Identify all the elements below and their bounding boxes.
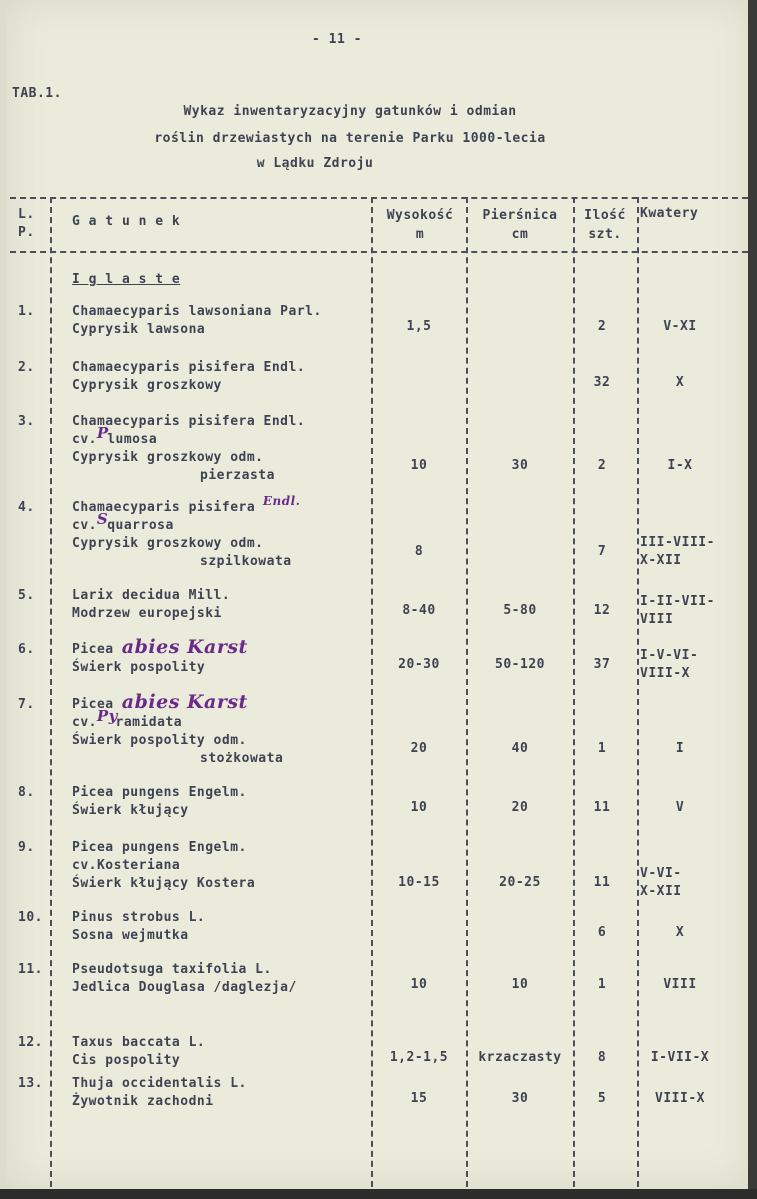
tab-label: TAB.1. xyxy=(12,86,62,101)
species-latin-name: Chamaecyparis pisifera Endl. xyxy=(72,414,306,429)
diameter-value: 30 xyxy=(511,1091,529,1106)
quarters-value-cont: X-XII xyxy=(640,552,682,568)
header-wysokosc: Wysokość m xyxy=(386,208,454,242)
diameter-value: 20 xyxy=(511,800,529,815)
species-latin-name: Chamaecyparis lawsoniana Parl. xyxy=(72,304,322,319)
quarters-value: V-VI- xyxy=(640,865,682,881)
height-value: 20 xyxy=(410,740,428,756)
header-gatunek: G a t u n e k xyxy=(72,214,181,229)
handwritten-correction: S xyxy=(96,510,109,528)
species-polish-name: Cis pospolity xyxy=(72,1053,181,1068)
count-value: 5 xyxy=(597,1091,607,1106)
cultivar-name-rest: ramidata xyxy=(115,715,183,730)
diameter-value: 40 xyxy=(511,740,529,756)
quarters-value: I-V-VI- xyxy=(640,648,699,663)
height-value: 10 xyxy=(410,800,428,815)
cultivar-name-rest: quarrosa xyxy=(107,518,174,533)
diameter-value: 5-80 xyxy=(503,603,537,618)
section-iglaste: I g l a s t e xyxy=(72,272,181,287)
species-polish-name: Świerk kłujący Kostera xyxy=(72,876,256,891)
quarters-value: I-II-VII- xyxy=(640,594,715,609)
variety-polish-name: szpilkowata xyxy=(200,554,292,569)
row-number: 6. xyxy=(18,642,35,657)
height-value: 8-40 xyxy=(402,603,436,618)
row-number: 7. xyxy=(18,697,35,712)
height-value: 1,5 xyxy=(406,319,432,334)
species-polish-name: Cyprysik groszkowy odm. xyxy=(72,536,264,551)
species-latin-name: Picea xyxy=(72,642,114,657)
count-value: 32 xyxy=(593,375,611,390)
header-piersnica: Pierśnica cm xyxy=(482,208,558,242)
species-latin-name: Picea xyxy=(72,697,114,712)
cultivar-name-rest: lumosa xyxy=(107,432,158,447)
header-lp: L. P. xyxy=(18,207,35,240)
height-value: 20-30 xyxy=(398,657,440,672)
count-value: 8 xyxy=(597,1050,607,1065)
quarters-value: X xyxy=(675,925,685,940)
height-value: 10-15 xyxy=(398,874,440,890)
cultivar-name: cv. xyxy=(72,432,97,447)
variety-polish-name: pierzasta xyxy=(200,468,275,483)
quarters-value: X xyxy=(675,375,685,390)
count-value: 11 xyxy=(593,800,611,815)
count-value: 11 xyxy=(593,874,611,890)
species-latin-name: Picea pungens Engelm. xyxy=(72,785,247,800)
column-divider xyxy=(50,197,52,1187)
species-latin-name: Pinus strobus L. xyxy=(72,910,206,925)
handwritten-correction: P xyxy=(96,424,109,442)
row-number: 1. xyxy=(18,304,35,319)
cultivar-name: cv. xyxy=(72,518,97,533)
row-number: 4. xyxy=(18,500,35,515)
handwritten-correction: abies Karst xyxy=(121,691,248,713)
species-latin-name: Pseudotsuga taxifolia L. xyxy=(72,962,272,977)
height-value: 8 xyxy=(414,543,424,559)
species-latin-name: Thuja occidentalis L. xyxy=(72,1076,247,1091)
quarters-value: VIII-X xyxy=(655,1091,705,1106)
height-value: 1,2-1,5 xyxy=(389,1050,449,1065)
column-divider xyxy=(466,197,468,1187)
count-value: 37 xyxy=(593,657,611,672)
quarters-value-cont: VIII-X xyxy=(640,666,690,681)
row-number: 9. xyxy=(18,840,35,855)
quarters-value: I xyxy=(675,740,685,756)
diameter-value: krzaczasty xyxy=(478,1050,562,1065)
species-latin-name: Chamaecyparis pisifera Endl. xyxy=(72,360,306,375)
row-number: 11. xyxy=(18,962,43,977)
row-number: 5. xyxy=(18,588,35,603)
species-latin-name: Chamaecyparis pisifera xyxy=(72,500,256,515)
quarters-value-cont: X-XII xyxy=(640,883,682,899)
species-polish-name: Żywotnik zachodni xyxy=(72,1094,214,1109)
species-polish-name: Sosna wejmutka xyxy=(72,928,189,943)
species-latin-name: Taxus baccata L. xyxy=(72,1035,206,1050)
height-value: 10 xyxy=(410,977,428,992)
height-value: 15 xyxy=(410,1091,428,1106)
row-number: 13. xyxy=(18,1076,43,1091)
species-latin-name: Picea pungens Engelm. xyxy=(72,840,247,855)
header-kwatery: Kwatery xyxy=(640,206,699,221)
species-polish-name: Świerk kłujący xyxy=(72,803,189,818)
handwritten-correction: abies Karst xyxy=(121,636,248,658)
quarters-value-cont: VIII xyxy=(640,612,674,627)
scan-edge-right xyxy=(748,0,757,1199)
cultivar-name: cv.Kosteriana xyxy=(72,858,181,873)
count-value: 2 xyxy=(597,457,607,473)
row-number: 8. xyxy=(18,785,35,800)
diameter-value: 30 xyxy=(511,457,529,473)
row-number: 3. xyxy=(18,414,35,429)
quarters-value: VIII xyxy=(663,977,697,992)
height-value: 10 xyxy=(410,457,428,473)
count-value: 12 xyxy=(593,603,611,618)
cultivar-name: cv. xyxy=(72,715,97,730)
quarters-value: I-VII-X xyxy=(650,1050,710,1065)
count-value: 1 xyxy=(597,977,607,992)
species-polish-name: Jedlica Douglasa /daglezja/ xyxy=(72,980,297,995)
title-line-1: Wykaz inwentaryzacyjny gatunków i odmian xyxy=(183,104,517,119)
species-polish-name: Modrzew europejski xyxy=(72,606,222,621)
diameter-value: 10 xyxy=(511,977,529,992)
title-line-2: roślin drzewiastych na terenie Parku 1000-lecia xyxy=(154,131,546,146)
species-polish-name: Świerk pospolity odm. xyxy=(72,733,247,748)
title-line-3: w Lądku Zdroju xyxy=(256,156,374,171)
handwritten-correction: Py xyxy=(96,707,118,725)
count-value: 1 xyxy=(597,740,607,756)
column-divider xyxy=(371,197,373,1187)
quarters-value: V xyxy=(675,800,685,815)
variety-polish-name: stożkowata xyxy=(200,751,284,766)
diameter-value: 20-25 xyxy=(499,874,541,890)
row-number: 12. xyxy=(18,1035,43,1050)
page-number: - 11 - xyxy=(312,32,362,47)
count-value: 7 xyxy=(597,543,607,559)
species-latin-name: Larix decidua Mill. xyxy=(72,588,231,603)
quarters-value: I-X xyxy=(667,457,693,473)
row-number: 2. xyxy=(18,360,35,375)
count-value: 6 xyxy=(597,925,607,940)
column-divider xyxy=(637,197,639,1187)
row-number: 10. xyxy=(18,910,43,925)
column-divider xyxy=(573,197,575,1187)
diameter-value: 50-120 xyxy=(495,657,545,672)
species-polish-name: Cyprysik lawsona xyxy=(72,322,206,337)
species-polish-name: Cyprysik groszkowy odm. xyxy=(72,450,264,465)
species-polish-name: Cyprysik groszkowy xyxy=(72,378,222,393)
quarters-value: V-XI xyxy=(663,319,697,334)
species-polish-name: Świerk pospolity xyxy=(72,660,206,675)
handwritten-correction: Endl. xyxy=(262,494,301,508)
count-value: 2 xyxy=(597,319,607,334)
quarters-value: III-VIII- xyxy=(640,534,715,550)
scan-edge-bottom xyxy=(0,1189,757,1199)
header-ilosc: Ilość szt. xyxy=(584,208,626,242)
